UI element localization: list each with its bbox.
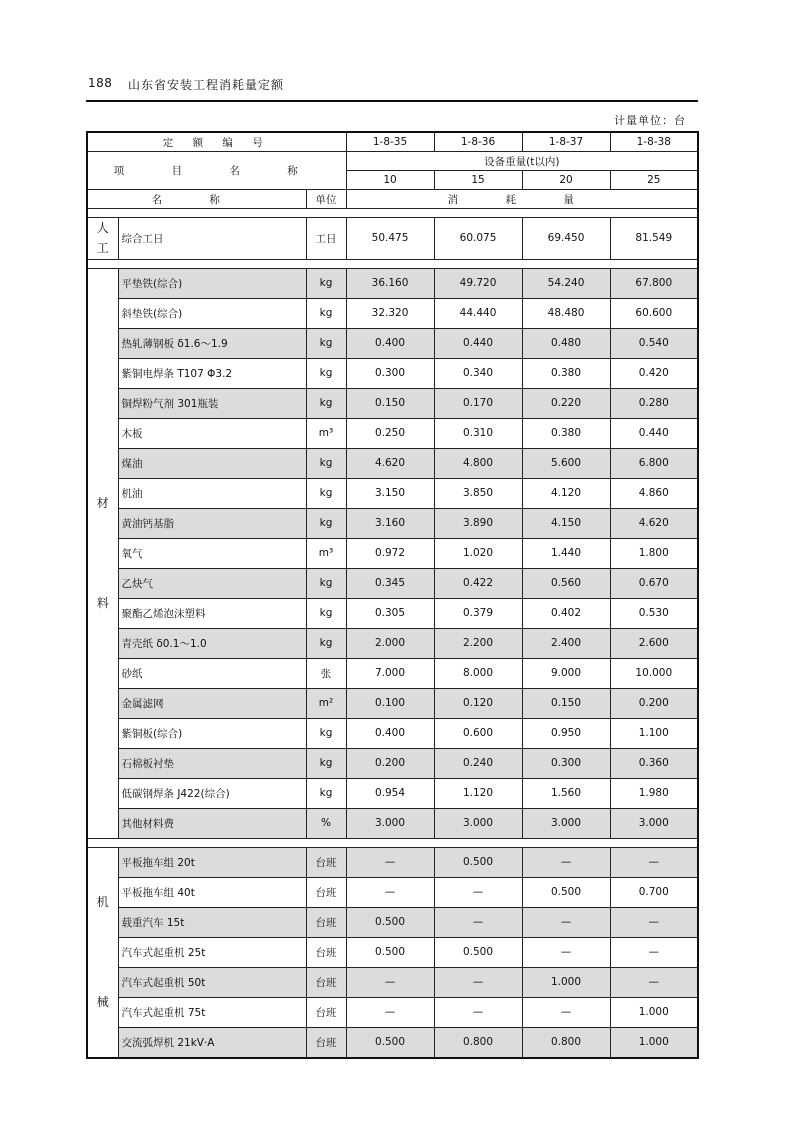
table-row — [87, 937, 698, 967]
table-row — [87, 778, 698, 808]
table-row — [87, 448, 698, 478]
group-spacer — [87, 209, 698, 218]
item-unit: 台班 — [306, 847, 346, 877]
item-value: 0.150 — [522, 688, 610, 718]
table-row — [87, 847, 698, 877]
item-unit: m³ — [306, 418, 346, 448]
item-unit: 台班 — [306, 907, 346, 937]
item-value: 0.402 — [522, 598, 610, 628]
item-name: 黄油钙基脂 — [118, 508, 306, 538]
item-value: 0.170 — [434, 388, 522, 418]
table-row — [87, 997, 698, 1027]
item-unit: m³ — [306, 538, 346, 568]
item-value: 0.240 — [434, 748, 522, 778]
group-label-char: 人 — [96, 221, 109, 235]
item-name: 汽车式起重机 25t — [118, 937, 306, 967]
item-unit: 台班 — [306, 937, 346, 967]
item-value: — — [610, 937, 698, 967]
item-name: 交流弧焊机 21kV·A — [118, 1027, 306, 1058]
item-value: — — [522, 847, 610, 877]
item-value: 1.800 — [610, 538, 698, 568]
item-value: 60.075 — [434, 218, 522, 260]
item-value: — — [610, 907, 698, 937]
item-value: 2.200 — [434, 628, 522, 658]
item-name: 汽车式起重机 50t — [118, 967, 306, 997]
group-spacer — [87, 838, 698, 847]
item-value: 50.475 — [346, 218, 434, 260]
item-value: 0.340 — [434, 358, 522, 388]
item-value: — — [434, 967, 522, 997]
quota-no-label: 定 额 编 号 — [87, 132, 346, 152]
group-label — [87, 847, 118, 1058]
item-value: 2.600 — [610, 628, 698, 658]
item-value: 6.800 — [610, 448, 698, 478]
item-value: 0.310 — [434, 418, 522, 448]
item-unit: kg — [306, 508, 346, 538]
col-unit-header: 单位 — [306, 190, 346, 209]
item-name-label: 项 目 名 称 — [87, 152, 346, 190]
item-name: 低碳钢焊条 J422(综合) — [118, 778, 306, 808]
item-unit: kg — [306, 748, 346, 778]
item-name: 青壳纸 δ0.1～1.0 — [118, 628, 306, 658]
param-value: 15 — [434, 171, 522, 190]
item-unit: kg — [306, 328, 346, 358]
item-value: 3.000 — [434, 808, 522, 838]
item-value: 0.100 — [346, 688, 434, 718]
item-unit: kg — [306, 568, 346, 598]
item-value: 0.440 — [434, 328, 522, 358]
item-value: 1.440 — [522, 538, 610, 568]
item-unit: 台班 — [306, 997, 346, 1027]
item-value: 0.380 — [522, 418, 610, 448]
item-value: 67.800 — [610, 268, 698, 298]
item-value: 0.380 — [522, 358, 610, 388]
item-value: 44.440 — [434, 298, 522, 328]
item-value: 49.720 — [434, 268, 522, 298]
column-header-row — [87, 190, 698, 209]
item-unit: kg — [306, 778, 346, 808]
item-value: 81.549 — [610, 218, 698, 260]
table-row — [87, 508, 698, 538]
item-value: 4.620 — [610, 508, 698, 538]
group-label-char: 料 — [96, 596, 109, 611]
item-value: 1.000 — [522, 967, 610, 997]
item-value: 3.160 — [346, 508, 434, 538]
item-name: 载重汽车 15t — [118, 907, 306, 937]
group-spacer — [87, 259, 698, 268]
item-value: 0.220 — [522, 388, 610, 418]
item-value: 0.972 — [346, 538, 434, 568]
item-value: 4.120 — [522, 478, 610, 508]
item-unit: kg — [306, 268, 346, 298]
item-value: 5.600 — [522, 448, 610, 478]
item-value: 0.120 — [434, 688, 522, 718]
item-value: 8.000 — [434, 658, 522, 688]
group-label-char: 械 — [96, 995, 109, 1010]
item-value: 0.200 — [610, 688, 698, 718]
item-value: 0.500 — [346, 937, 434, 967]
spacer-cell — [87, 259, 698, 268]
table-row — [87, 328, 698, 358]
item-unit: 台班 — [306, 1027, 346, 1058]
item-unit: 台班 — [306, 877, 346, 907]
item-value: 0.500 — [346, 1027, 434, 1058]
group-label — [87, 268, 118, 838]
item-value: — — [434, 877, 522, 907]
item-value: 10.000 — [610, 658, 698, 688]
item-value: 0.250 — [346, 418, 434, 448]
table-row — [87, 268, 698, 298]
item-unit: kg — [306, 448, 346, 478]
param-value: 25 — [610, 171, 698, 190]
item-value: 0.150 — [346, 388, 434, 418]
table-row — [87, 418, 698, 448]
table-row — [87, 658, 698, 688]
item-value: 0.480 — [522, 328, 610, 358]
table-row — [87, 718, 698, 748]
item-value: 0.560 — [522, 568, 610, 598]
item-value: 32.320 — [346, 298, 434, 328]
item-value: 9.000 — [522, 658, 610, 688]
spacer-cell — [87, 209, 698, 218]
item-unit: 工日 — [306, 218, 346, 260]
quota-no: 1-8-37 — [522, 132, 610, 152]
item-unit: kg — [306, 718, 346, 748]
item-value: — — [610, 847, 698, 877]
item-name: 综合工日 — [118, 218, 306, 260]
book-title: 山东省安装工程消耗量定额 — [128, 78, 285, 92]
group-label-char: 机 — [96, 894, 109, 909]
item-value: 3.850 — [434, 478, 522, 508]
item-unit: % — [306, 808, 346, 838]
item-value: 3.000 — [522, 808, 610, 838]
table-row — [87, 688, 698, 718]
item-value: 2.000 — [346, 628, 434, 658]
group-label — [87, 218, 118, 260]
item-name: 热轧薄钢板 δ1.6～1.9 — [118, 328, 306, 358]
item-unit: kg — [306, 478, 346, 508]
item-name: 聚酯乙烯泡沫塑料 — [118, 598, 306, 628]
quota-no-row — [87, 132, 698, 152]
item-value: 0.379 — [434, 598, 522, 628]
param-label-row — [87, 152, 698, 171]
item-value: 7.000 — [346, 658, 434, 688]
item-value: 0.300 — [522, 748, 610, 778]
table-row — [87, 388, 698, 418]
item-value: 0.950 — [522, 718, 610, 748]
item-name: 平垫铁(综合) — [118, 268, 306, 298]
item-unit: kg — [306, 298, 346, 328]
param-label: 设备重量(t以内) — [346, 152, 698, 171]
item-value: — — [346, 847, 434, 877]
item-value: — — [522, 937, 610, 967]
item-value: 4.620 — [346, 448, 434, 478]
table-row — [87, 628, 698, 658]
item-value: 0.500 — [434, 937, 522, 967]
item-unit: 张 — [306, 658, 346, 688]
item-name: 其他材料费 — [118, 808, 306, 838]
item-value: 0.280 — [610, 388, 698, 418]
item-value: — — [610, 967, 698, 997]
item-value: 69.450 — [522, 218, 610, 260]
item-value: 1.020 — [434, 538, 522, 568]
item-value: 3.000 — [610, 808, 698, 838]
item-value: 0.345 — [346, 568, 434, 598]
param-value: 10 — [346, 171, 434, 190]
item-value: 1.980 — [610, 778, 698, 808]
item-name: 乙炔气 — [118, 568, 306, 598]
item-value: 0.500 — [434, 847, 522, 877]
item-name: 机油 — [118, 478, 306, 508]
item-value: 0.200 — [346, 748, 434, 778]
item-value: 60.600 — [610, 298, 698, 328]
item-value: 0.800 — [522, 1027, 610, 1058]
table-row — [87, 808, 698, 838]
item-value: 0.600 — [434, 718, 522, 748]
item-name: 砂纸 — [118, 658, 306, 688]
item-name: 铜焊粉气剂 301瓶装 — [118, 388, 306, 418]
item-name: 金属滤网 — [118, 688, 306, 718]
item-value: 1.100 — [610, 718, 698, 748]
item-value: 4.800 — [434, 448, 522, 478]
item-unit: kg — [306, 598, 346, 628]
item-name: 平板拖车组 20t — [118, 847, 306, 877]
unit-note: 计量单位：台 — [614, 114, 686, 127]
item-value: 0.420 — [610, 358, 698, 388]
item-value: 3.890 — [434, 508, 522, 538]
item-value: 0.440 — [610, 418, 698, 448]
item-value: 1.120 — [434, 778, 522, 808]
item-unit: m² — [306, 688, 346, 718]
item-value: 0.540 — [610, 328, 698, 358]
item-value: 36.160 — [346, 268, 434, 298]
item-value: — — [346, 997, 434, 1027]
group-label-char: 工 — [96, 241, 109, 256]
item-value: 54.240 — [522, 268, 610, 298]
col-name-header: 名 称 — [87, 190, 306, 209]
item-value: 0.700 — [610, 877, 698, 907]
item-value: — — [522, 907, 610, 937]
item-name: 汽车式起重机 75t — [118, 997, 306, 1027]
item-name: 紫铜板(综合) — [118, 718, 306, 748]
item-value: 0.500 — [346, 907, 434, 937]
quota-no: 1-8-36 — [434, 132, 522, 152]
item-unit: 台班 — [306, 967, 346, 997]
item-value: 0.670 — [610, 568, 698, 598]
item-value: 0.300 — [346, 358, 434, 388]
item-value: 3.150 — [346, 478, 434, 508]
item-unit: kg — [306, 358, 346, 388]
table-row — [87, 358, 698, 388]
item-value: 3.000 — [346, 808, 434, 838]
item-value: — — [346, 967, 434, 997]
table-row — [87, 1027, 698, 1058]
item-value: — — [434, 907, 522, 937]
item-unit: kg — [306, 388, 346, 418]
item-name: 石棉板衬垫 — [118, 748, 306, 778]
item-value: 1.000 — [610, 997, 698, 1027]
table-row — [87, 598, 698, 628]
item-value: 0.530 — [610, 598, 698, 628]
table-row — [87, 748, 698, 778]
table-row — [87, 298, 698, 328]
item-value: 0.400 — [346, 718, 434, 748]
item-name: 氧气 — [118, 538, 306, 568]
item-value: 4.150 — [522, 508, 610, 538]
item-value: — — [522, 997, 610, 1027]
spacer-cell — [87, 838, 698, 847]
group-label-char: 材 — [96, 495, 109, 510]
item-value: 0.422 — [434, 568, 522, 598]
item-value: 1.560 — [522, 778, 610, 808]
item-value: 4.860 — [610, 478, 698, 508]
item-value: — — [346, 877, 434, 907]
page-number: 188 — [88, 76, 113, 90]
quota-no: 1-8-35 — [346, 132, 434, 152]
table-row — [87, 568, 698, 598]
table-row — [87, 538, 698, 568]
page-header — [86, 74, 698, 102]
table-row — [87, 967, 698, 997]
quota-table — [86, 131, 699, 1059]
item-value: 48.480 — [522, 298, 610, 328]
item-value: 0.400 — [346, 328, 434, 358]
table-row — [87, 218, 698, 260]
item-value: 0.954 — [346, 778, 434, 808]
item-value: 0.500 — [522, 877, 610, 907]
table-row — [87, 907, 698, 937]
item-name: 斜垫铁(综合) — [118, 298, 306, 328]
item-name: 平板拖车组 40t — [118, 877, 306, 907]
quota-no: 1-8-38 — [610, 132, 698, 152]
item-name: 煤油 — [118, 448, 306, 478]
table-row — [87, 478, 698, 508]
item-value: 0.800 — [434, 1027, 522, 1058]
item-value: 0.305 — [346, 598, 434, 628]
table-row — [87, 877, 698, 907]
item-value: — — [434, 997, 522, 1027]
param-value: 20 — [522, 171, 610, 190]
item-unit: kg — [306, 628, 346, 658]
item-name: 紫铜电焊条 T107 Φ3.2 — [118, 358, 306, 388]
col-consumption-header: 消 耗 量 — [346, 190, 698, 209]
item-name: 木板 — [118, 418, 306, 448]
item-value: 0.360 — [610, 748, 698, 778]
item-value: 2.400 — [522, 628, 610, 658]
item-value: 1.000 — [610, 1027, 698, 1058]
